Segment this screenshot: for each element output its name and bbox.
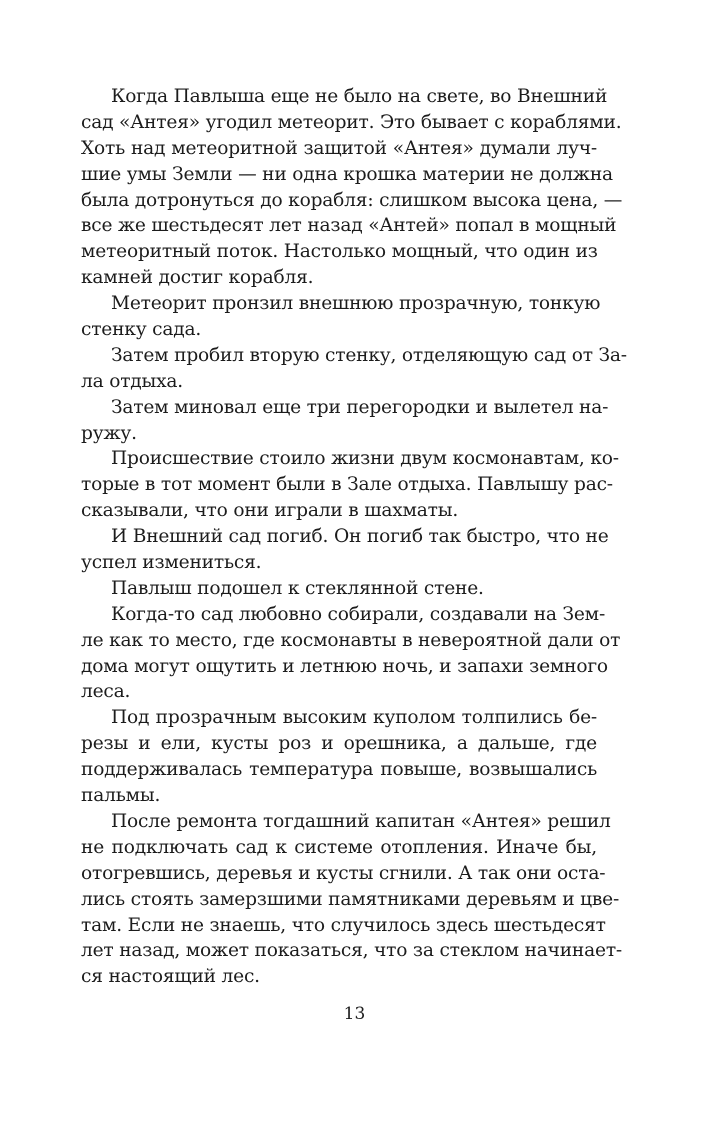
text-line: успел измениться. [81,552,262,574]
text-line: отогревшись, деревья и кусты сгнили. А так они оста- [81,862,606,884]
text-line: ся настоящий лес. [81,966,260,988]
text-line: лет назад, может показаться, что за стеклом начинает- [81,940,622,962]
text-line: Хоть над метеоритной защитой «Антея» думали луч- [81,137,597,159]
text-line: не подключать сад к системе отопления. Иначе бы, [81,836,597,858]
body-text [81,84,627,990]
text-line: торые в тот момент были в Зале отдыха. Павлышу рас- [81,474,613,496]
text-line: метеоритный поток. Настолько мощный, что один из [81,241,598,263]
text-line: сад «Антея» угодил метеорит. Это бывает с кораблями. [81,111,622,133]
text-line: стенку сада. [81,319,202,341]
text-line: Когда-то сад любовно собирали, создавали на Зем- [111,603,606,625]
page-number: 13 [343,1004,366,1024]
text-line: Метеорит пронзил внешнюю прозрачную, тонкую [111,293,601,315]
text-line: ла отдыха. [81,370,184,392]
text-line: леса. [81,681,131,703]
text-line: сказывали, что они играли в шахматы. [81,500,459,522]
text-line: И Внешний сад погиб. Он погиб так быстро, что не [111,526,609,548]
text-line: ружу. [81,422,137,444]
text-line: была дотронуться до корабля: слишком высока цена, — [81,189,623,211]
text-line: резы и ели, кусты роз и орешника, а дальше, где [81,733,597,755]
text-line: ле как то место, где космонавты в невероятной дали от [81,629,621,651]
text-line: все же шестьдесят лет назад «Антей» попал в мощный [81,215,617,237]
text-line: лись стоять замерзшими памятниками деревьям и цве- [81,888,620,910]
text-line: камней достиг корабля. [81,267,314,289]
text-line: дома могут ощутить и летнюю ночь, и запахи земного [81,655,608,677]
text-line: Под прозрачным высоким куполом толпились бе- [111,707,597,729]
text-line: шие умы Земли — ни одна крошка материи не должна [81,163,613,185]
text-line: поддерживалась температура повыше, возвышались [81,759,597,781]
text-line: Павлыш подошел к стеклянной стене. [111,577,484,599]
text-line: Происшествие стоило жизни двум космонавтам, ко- [111,448,619,470]
text-line: там. Если не знаешь, что случилось здесь шестьдесят [81,914,606,936]
text-line: Затем пробил вторую стенку, отделяющую сад от За- [111,344,627,366]
text-line: пальмы. [81,785,161,807]
text-line: Когда Павлыша еще не было на свете, во Внешний [111,86,608,107]
text-line: Затем миновал еще три перегородки и вылетел на- [111,396,609,418]
text-line: После ремонта тогдашний капитан «Антея» решил [111,810,611,832]
